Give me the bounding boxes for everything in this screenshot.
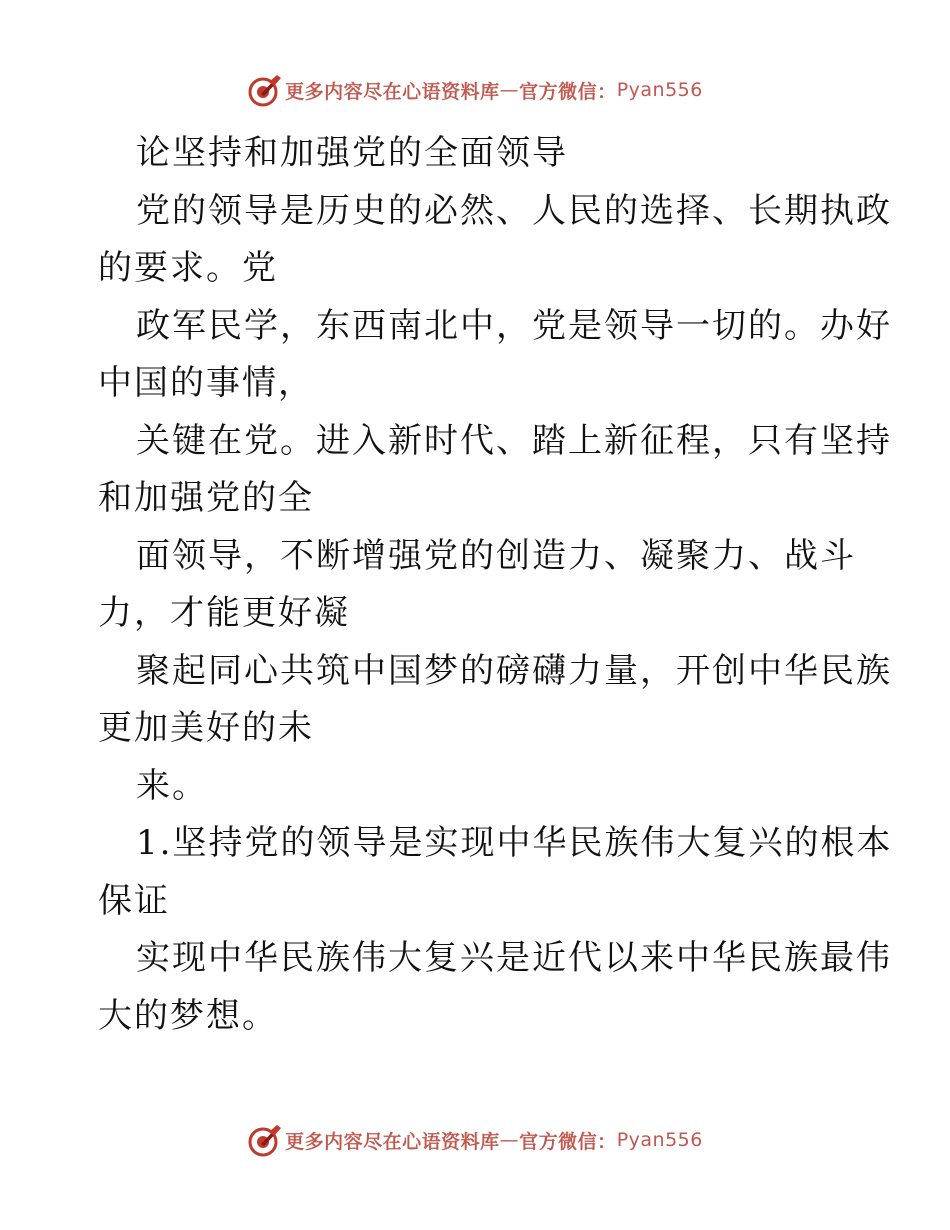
header-watermark-banner: [0, 70, 950, 110]
document-body: [98, 125, 893, 1045]
body-line: 关键在党。进入新时代、踏上新征程，只有坚持: [136, 420, 892, 461]
wechat-id: Pyan556: [616, 79, 703, 101]
separator: —: [499, 79, 520, 101]
site-text: 更多内容尽在心语资料库: [285, 80, 500, 103]
wechat-id: Pyan556: [616, 1129, 703, 1151]
site-text: 更多内容尽在心语资料库: [285, 1130, 500, 1153]
official-label: 官方微信：: [519, 80, 617, 103]
body-line: 中国的事情，: [98, 363, 314, 403]
document-title: 论坚持和加强党的全面领导: [136, 133, 568, 173]
separator: —: [499, 1129, 520, 1151]
body-line: 的要求。党: [98, 248, 278, 288]
body-line: 力，才能更好凝: [98, 593, 350, 633]
body-line: 党的领导是历史的必然、人民的选择、长期执政: [136, 190, 892, 231]
quill-pen-logo-icon: [247, 72, 283, 108]
body-line: 大的梦想。: [98, 995, 278, 1036]
body-line: 实现中华民族伟大复兴是近代以来中华民族最伟: [136, 938, 892, 978]
official-label: 官方微信：: [519, 1130, 617, 1153]
body-line: 更加美好的未: [98, 708, 314, 748]
body-line: 和加强党的全: [98, 478, 314, 518]
body-line: 聚起同心共筑中国梦的磅礴力量，开创中华民族: [136, 650, 892, 691]
body-line: 政军民学，东西南北中，党是领导一切的。办好: [136, 305, 892, 346]
section-heading: 1.坚持党的领导是实现中华民族伟大复兴的根本: [136, 823, 893, 863]
body-line: 面领导，不断增强党的创造力、凝聚力、战斗: [136, 535, 856, 576]
body-line: 来。: [136, 765, 208, 806]
footer-watermark-banner: [0, 1120, 950, 1160]
quill-pen-logo-icon: [247, 1122, 283, 1158]
section-heading-continued: 保证: [98, 880, 170, 921]
